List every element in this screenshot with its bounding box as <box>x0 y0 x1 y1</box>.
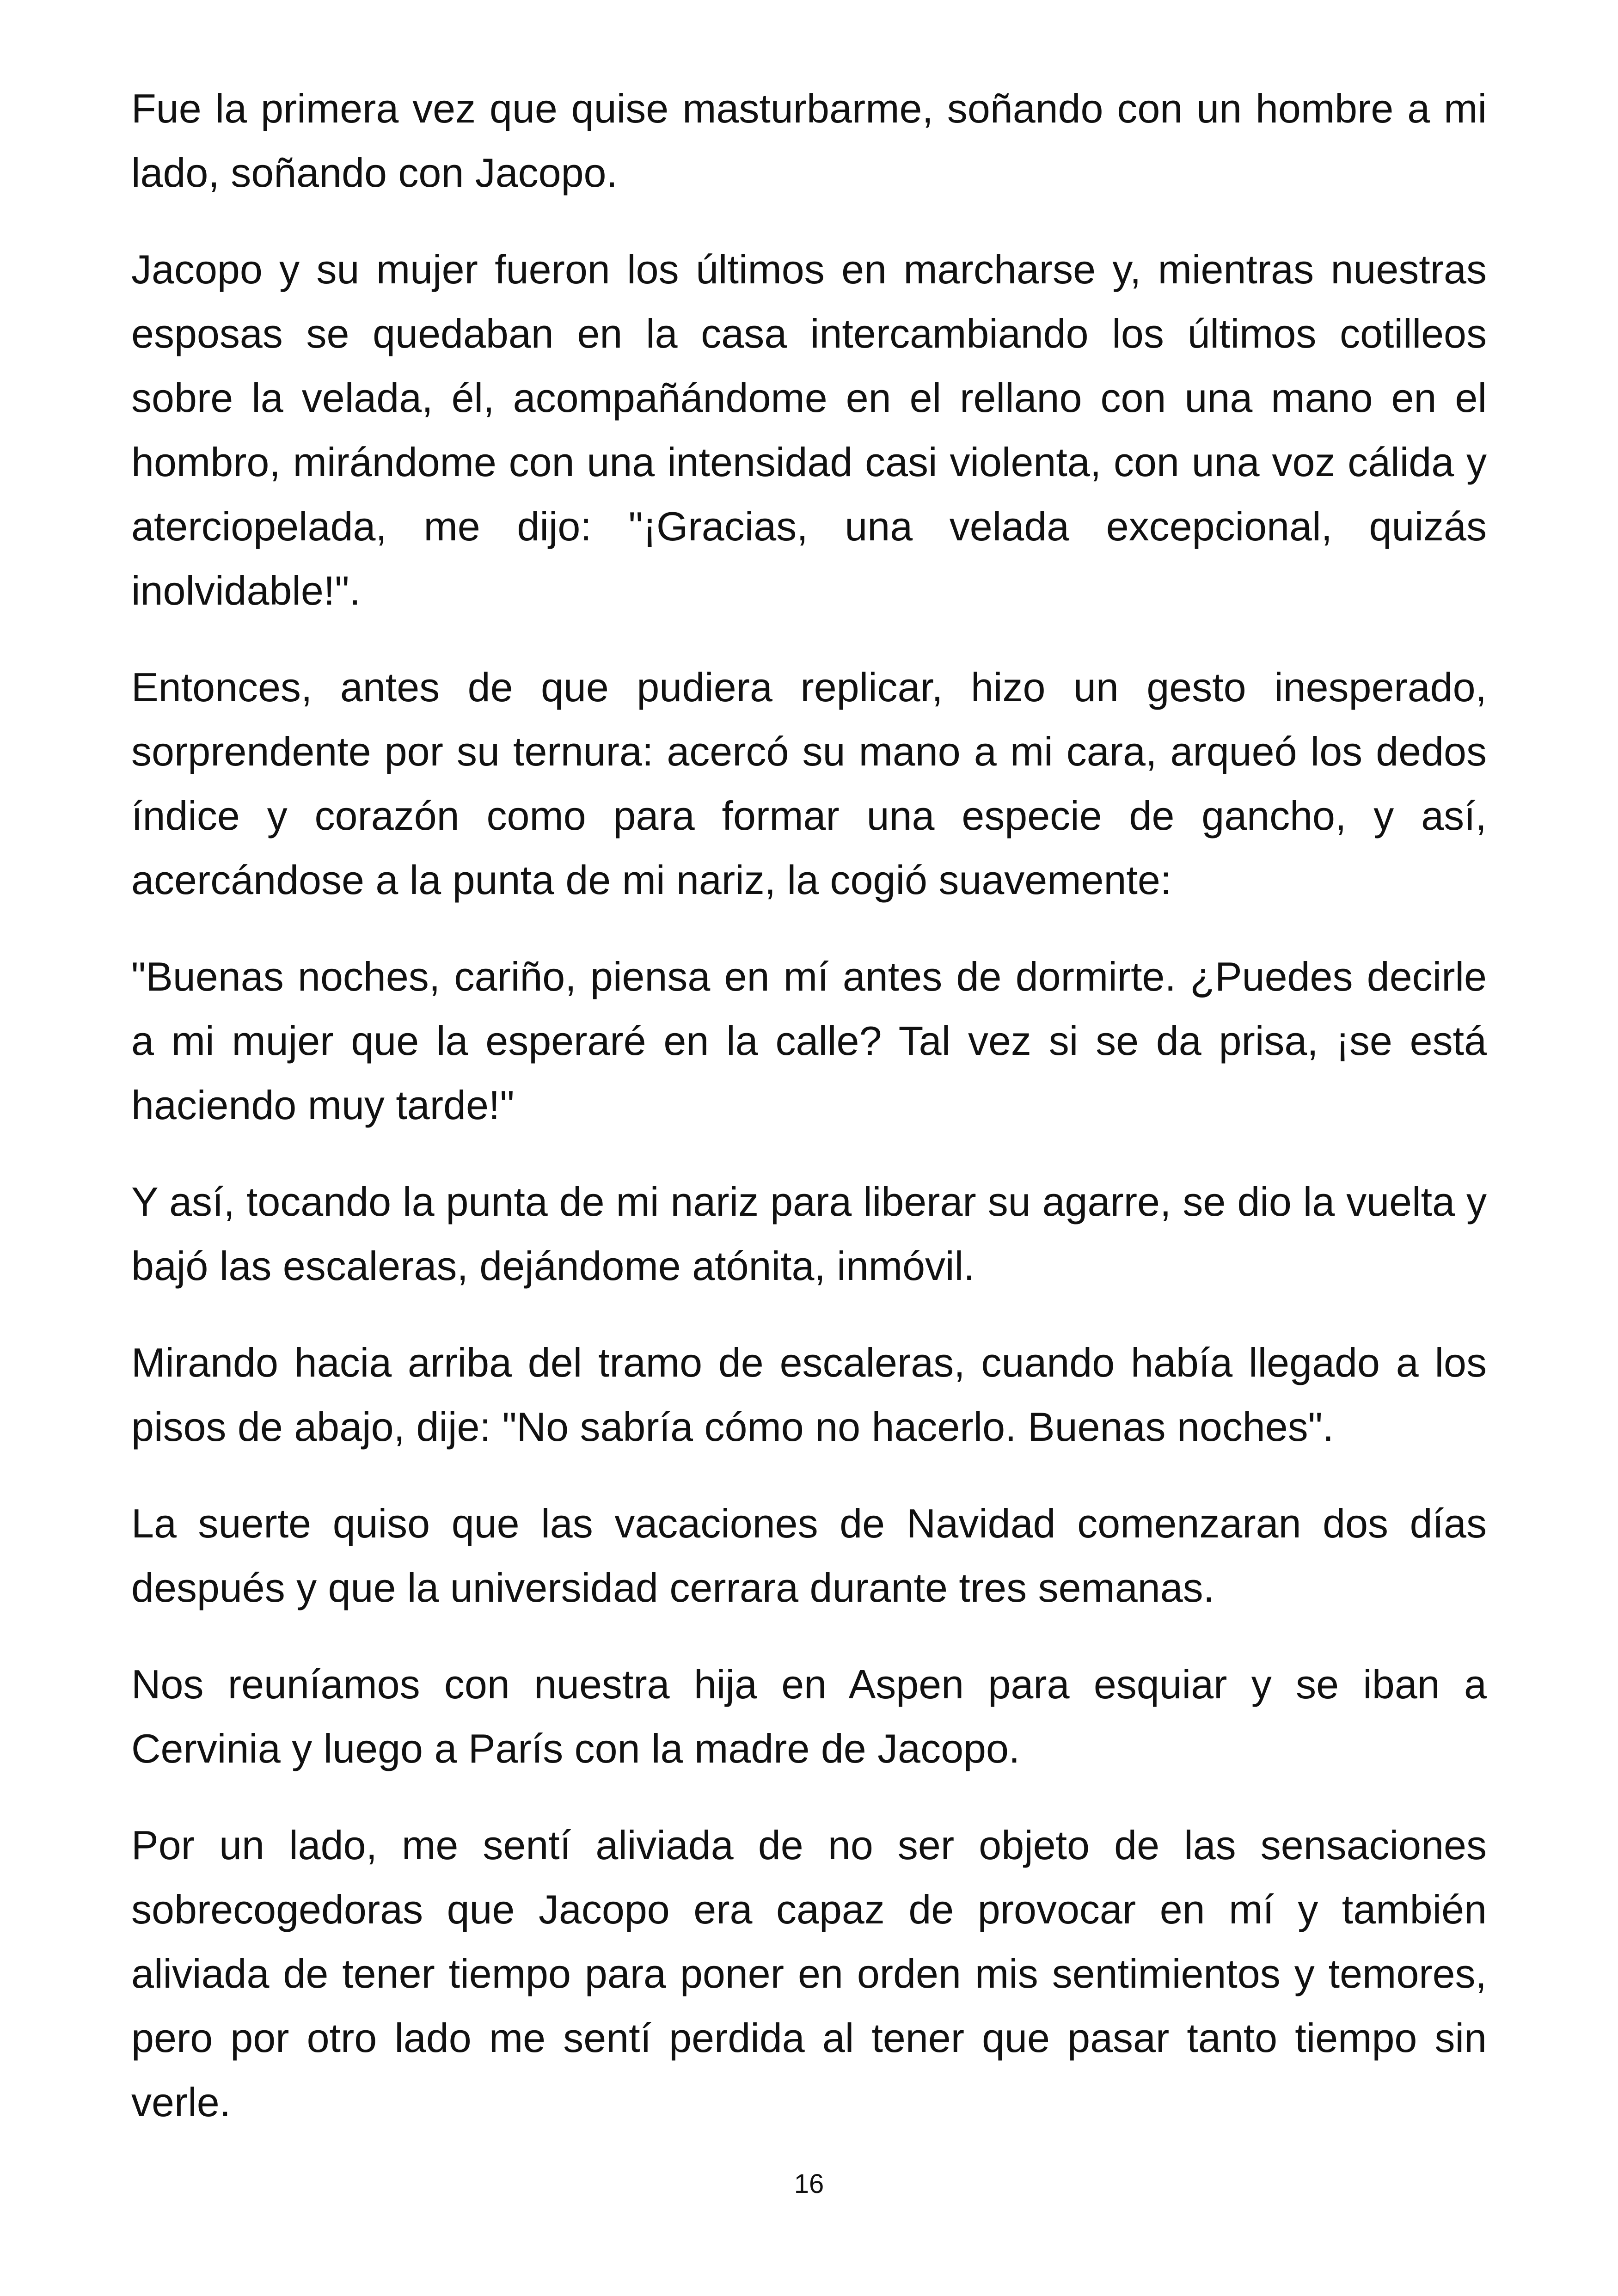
page-number: 16 <box>794 2169 824 2199</box>
paragraph-9: Por un lado, me sentí aliviada de no ser objeto de las sensaciones sobrecogedoras que Jacopo era capaz de provocar en mí y también aliviada de tener tiempo para poner en orden mis sentimientos y temores, pero por otro lado me sentí perdida al tener que pasar tanto tiempo sin verle. <box>131 1822 1487 2125</box>
paragraph-8: Nos reuníamos con nuestra hija en Aspen para esquiar y se iban a Cervinia y luego a París con la madre de Jacopo. <box>131 1661 1487 1771</box>
paragraph-3: Entonces, antes de que pudiera replicar, hizo un gesto inesperado, sorprendente por su ternura: acercó su mano a mi cara, arqueó los dedos índice y corazón como para formar una especie de gancho, y así, acercándose a la punta de mi nariz, la cogió suavemente: <box>131 664 1487 903</box>
paragraph-5: Y así, tocando la punta de mi nariz para liberar su agarre, se dio la vuelta y bajó las escaleras, dejándome atónita, inmóvil. <box>131 1179 1487 1289</box>
body-text <box>131 76 1487 2167</box>
paragraph-2: Jacopo y su mujer fueron los últimos en marcharse y, mientras nuestras esposas se quedaban en la casa intercambiando los últimos cotilleos sobre la velada, él, acompañándome en el rellano con una mano en el hombro, mirándome con una intensidad casi violenta, con una voz cálida y aterciopelada, me dijo: "¡Gracias, una velada excepcional, quizás inolvidable!". <box>131 246 1487 613</box>
paragraph-4: "Buenas noches, cariño, piensa en mí antes de dormirte. ¿Puedes decirle a mi mujer que la esperaré en la calle? Tal vez si se da prisa, ¡se está haciendo muy tarde!" <box>131 954 1487 1128</box>
paragraph-1: Fue la primera vez que quise masturbarme, soñando con un hombre a mi lado, soñando con Jacopo. <box>131 86 1487 196</box>
paragraph-6: Mirando hacia arriba del tramo de escaleras, cuando había llegado a los pisos de abajo, dije: "No sabría cómo no hacerlo. Buenas noches". <box>131 1340 1487 1450</box>
paragraph-7: La suerte quiso que las vacaciones de Navidad comenzaran dos días después y que la universidad cerrara durante tres semanas. <box>131 1500 1487 1610</box>
